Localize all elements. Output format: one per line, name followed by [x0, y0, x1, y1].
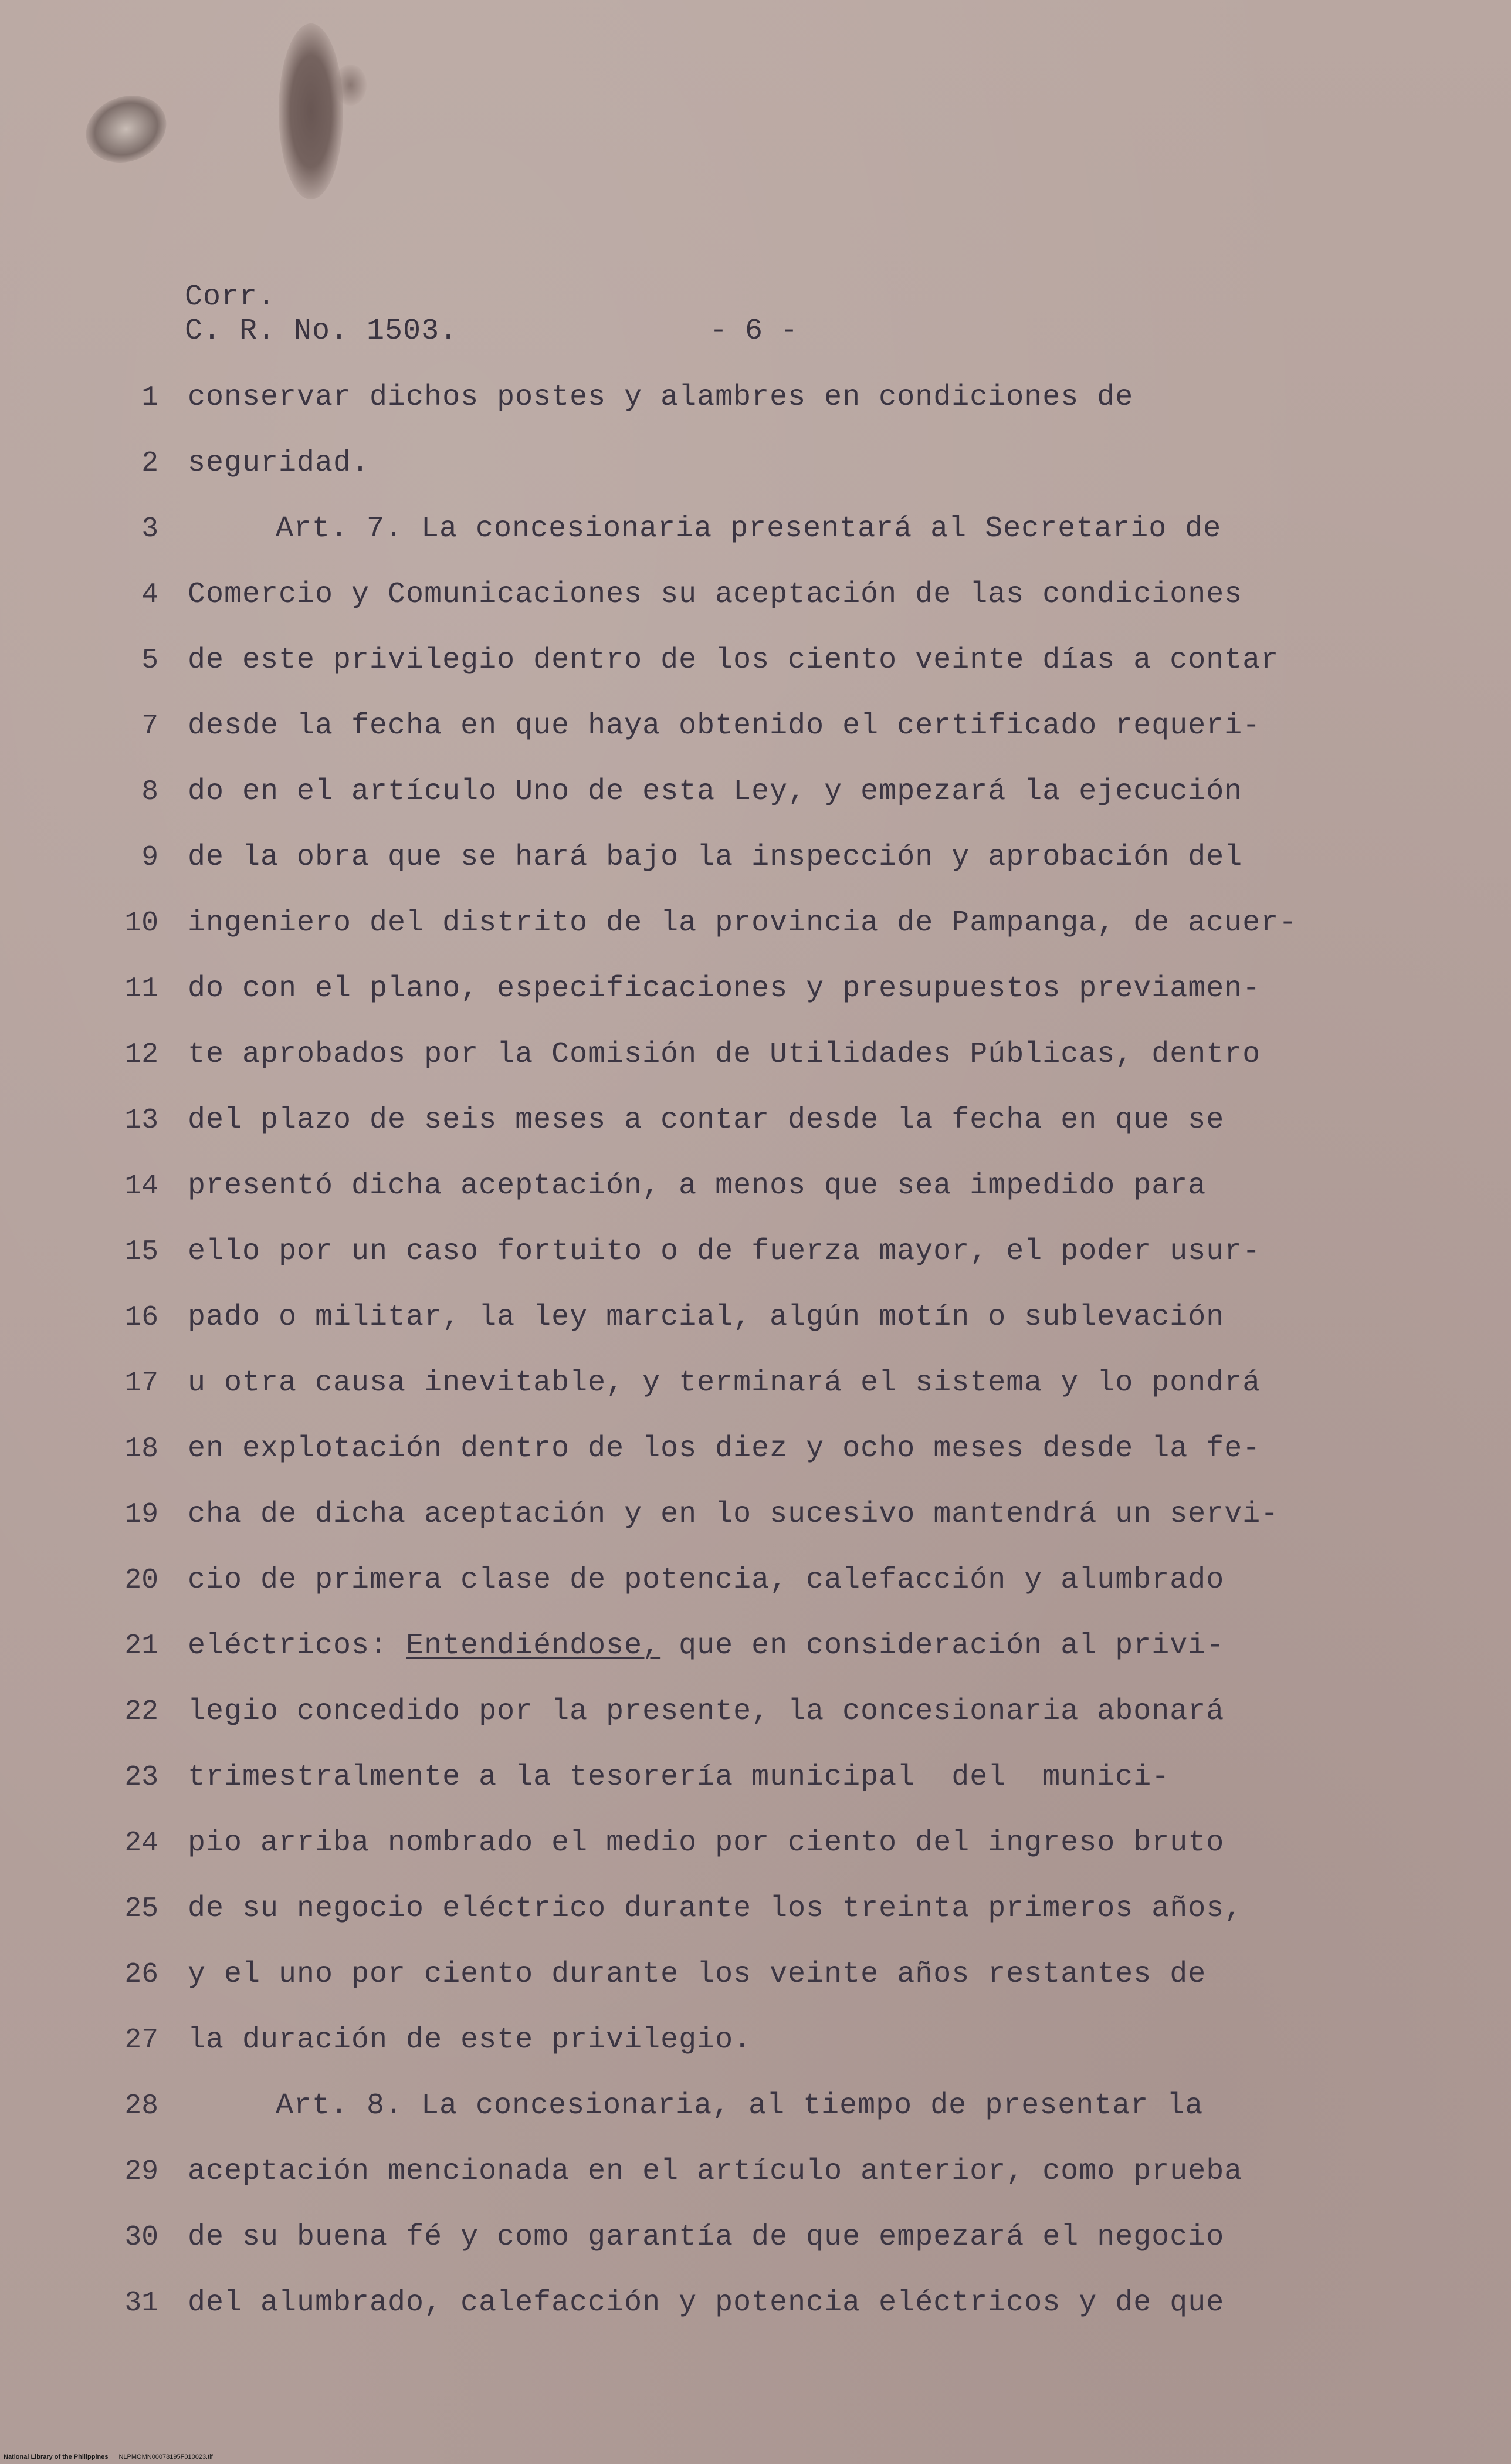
line-number: 18 [124, 1433, 158, 1465]
line-number: 14 [124, 1170, 158, 1202]
line-text: de su buena fé y como garantía de que empezará el negocio [188, 2221, 1225, 2254]
line-number: 1 [141, 382, 158, 414]
line-number: 24 [124, 1827, 158, 1859]
line-text: pio arriba nombrado el medio por ciento del ingreso bruto [188, 1826, 1225, 1860]
line-text: seguridad. [188, 446, 370, 480]
text-line [0, 577, 1511, 643]
text-line [0, 2220, 1511, 2286]
line-number: 3 [141, 513, 158, 545]
line-text: de su negocio eléctrico durante los treinta primeros años, [188, 1892, 1243, 1925]
footer-library: National Library of the Philippines [4, 2453, 109, 2460]
line-text: del plazo de seis meses a contar desde la fecha en que se [188, 1104, 1225, 1137]
line-text: cha de dicha aceptación y en lo sucesivo mantendrá un servi- [188, 1498, 1279, 1531]
text-line [0, 1300, 1511, 1366]
text-line [0, 1037, 1511, 1103]
page-number: - 6 - [710, 314, 798, 348]
scan-footer [4, 2453, 213, 2460]
header-corr: Corr. [185, 280, 276, 314]
text-line [0, 1760, 1511, 1826]
line-number: 27 [124, 2025, 158, 2056]
line-number: 26 [124, 1959, 158, 1991]
underlined-term: Entendiéndose, [406, 1629, 661, 1663]
line-number: 19 [124, 1499, 158, 1531]
footer-file-id: NLPMOMN00078195F010023.tif [118, 2453, 213, 2460]
line-number: 15 [124, 1236, 158, 1268]
line-text: conservar dichos postes y alambres en condiciones de [188, 381, 1134, 414]
text-line [0, 709, 1511, 774]
text-line [0, 2023, 1511, 2089]
line-number: 7 [141, 710, 158, 742]
line-text-part: que en consideración al privi- [660, 1629, 1225, 1663]
line-number: 5 [141, 645, 158, 676]
paper-stain [334, 65, 367, 106]
line-number: 4 [141, 579, 158, 611]
line-number: 12 [124, 1039, 158, 1071]
text-line [0, 380, 1511, 446]
line-text: pado o militar, la ley marcial, algún motín o sublevación [188, 1301, 1225, 1334]
text-line [0, 1957, 1511, 2023]
line-text: ingeniero del distrito de la provincia de Pampanga, de acuer- [188, 906, 1297, 940]
line-text: del alumbrado, calefacción y potencia eléctricos y de que [188, 2286, 1225, 2320]
line-number: 31 [124, 2287, 158, 2319]
line-number: 2 [141, 448, 158, 479]
line-text: ello por un caso fortuito o de fuerza mayor, el poder usur- [188, 1235, 1261, 1268]
line-text: do con el plano, especificaciones y presupuestos previamen- [188, 972, 1261, 1006]
line-text: en explotación dentro de los diez y ocho meses desde la fe- [188, 1432, 1261, 1465]
line-number: 9 [141, 842, 158, 874]
line-text-part: eléctricos: [188, 1629, 406, 1663]
line-text: legio concedido por la presente, la concesionaria abonará [188, 1695, 1225, 1728]
line-text: de este privilegio dentro de los ciento veinte días a contar [188, 644, 1279, 677]
line-number: 11 [124, 973, 158, 1005]
text-line [0, 1629, 1511, 1694]
line-text: te aprobados por la Comisión de Utilidades Públicas, dentro [188, 1038, 1261, 1071]
text-line [0, 1103, 1511, 1169]
line-text [188, 1629, 1224, 1664]
line-number: 30 [124, 2222, 158, 2253]
text-line [0, 2154, 1511, 2220]
line-number: 25 [124, 1893, 158, 1925]
paper-stain [76, 84, 175, 173]
line-number: 21 [124, 1630, 158, 1662]
text-line [0, 512, 1511, 577]
line-text: la duración de este privilegio. [188, 2023, 752, 2057]
text-line [0, 1826, 1511, 1891]
line-text: desde la fecha en que haya obtenido el certificado requeri- [188, 709, 1261, 743]
text-line [0, 1497, 1511, 1563]
text-line [0, 1431, 1511, 1497]
line-text: de la obra que se hará bajo la inspección y aprobación del [188, 841, 1243, 874]
line-text: Art. 7. La concesionaria presentará al Secretario de [276, 512, 1222, 546]
line-text: y el uno por ciento durante los veinte años restantes de [188, 1958, 1207, 1991]
line-number: 29 [124, 2156, 158, 2188]
text-line [0, 972, 1511, 1037]
paper-stain [279, 23, 343, 199]
line-text: cio de primera clase de potencia, calefacción y alumbrado [188, 1563, 1225, 1597]
line-number: 10 [124, 908, 158, 939]
line-number: 13 [124, 1105, 158, 1136]
line-text: trimestralmente a la tesorería municipal del munici- [188, 1761, 1170, 1794]
text-line [0, 840, 1511, 906]
line-text: Art. 8. La concesionaria, al tiempo de presentar la [276, 2089, 1204, 2123]
text-line [0, 1891, 1511, 1957]
line-number: 17 [124, 1368, 158, 1399]
line-number: 20 [124, 1565, 158, 1596]
line-number: 28 [124, 2090, 158, 2122]
text-line [0, 643, 1511, 709]
line-number: 22 [124, 1696, 158, 1728]
text-line [0, 774, 1511, 840]
text-line [0, 446, 1511, 512]
document-header [185, 280, 458, 348]
text-line [0, 906, 1511, 972]
line-text: presentó dicha aceptación, a menos que sea impedido para [188, 1169, 1207, 1203]
header-bill-number: C. R. No. 1503. [185, 314, 458, 348]
text-line [0, 1366, 1511, 1431]
text-line [0, 2089, 1511, 2154]
line-number: 8 [141, 776, 158, 808]
line-text: do en el artículo Uno de esta Ley, y empezará la ejecución [188, 775, 1243, 808]
text-line [0, 1694, 1511, 1760]
text-line [0, 1563, 1511, 1629]
line-text: u otra causa inevitable, y terminará el sistema y lo pondrá [188, 1366, 1261, 1400]
line-number: 23 [124, 1762, 158, 1793]
line-number: 16 [124, 1302, 158, 1333]
text-line [0, 2286, 1511, 2351]
line-text: aceptación mencionada en el artículo anterior, como prueba [188, 2155, 1243, 2188]
text-line [0, 1169, 1511, 1234]
text-line [0, 1234, 1511, 1300]
line-text: Comercio y Comunicaciones su aceptación de las condiciones [188, 578, 1243, 611]
